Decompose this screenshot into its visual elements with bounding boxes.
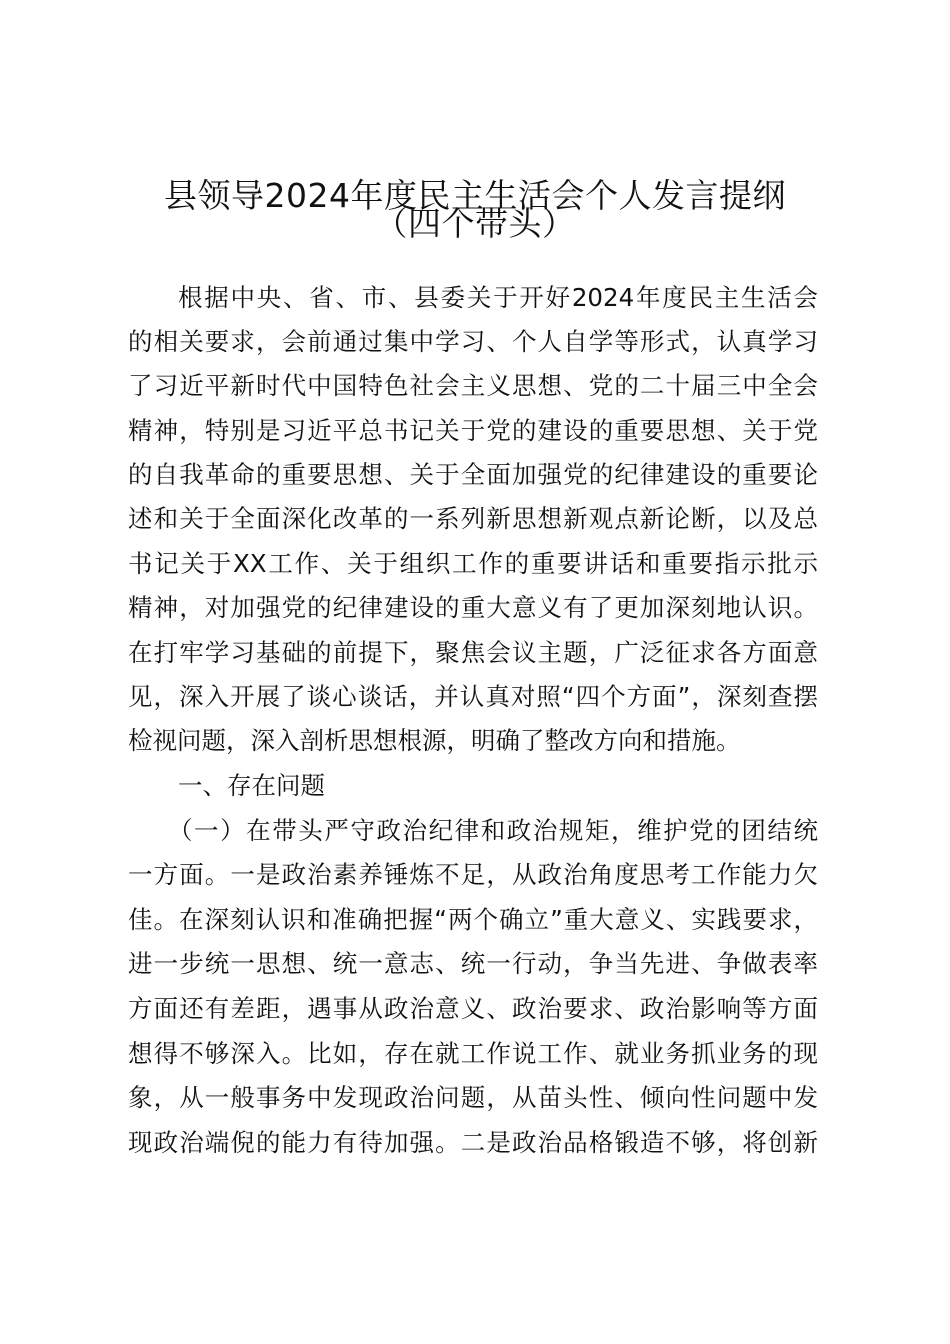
paragraph-line: 见，深入开展了谈心谈话，并认真对照“四个方面”，深刻查摆 xyxy=(128,682,818,711)
paragraph-line: 了习近平新时代中国特色社会主义思想、党的二十届三中全会 xyxy=(128,371,818,400)
paragraph-line: 佳。在深刻认识和准确把握“两个确立”重大意义、实践要求， xyxy=(128,905,818,934)
paragraph-line: 述和关于全面深化改革的一系列新思想新观点新论断，以及总 xyxy=(128,504,818,533)
paragraph-line: 象，从一般事务中发现政治问题，从苗头性、倾向性问题中发 xyxy=(128,1083,818,1112)
document-title: 县领导2024年度民主生活会个人发言提纲 xyxy=(164,176,786,215)
paragraph-line: 想得不够深入。比如，存在就工作说工作、就业务抓业务的现 xyxy=(128,1039,818,1068)
paragraph-line: 精神，对加强党的纪律建设的重大意义有了更加深刻地认识。 xyxy=(128,593,818,622)
paragraph-line: 在打牢学习基础的前提下，聚焦会议主题，广泛征求各方面意 xyxy=(128,638,818,667)
paragraph-line: 进一步统一思想、统一意志、统一行动，争当先进、争做表率 xyxy=(128,949,818,978)
paragraph-line: 的自我革命的重要思想、关于全面加强党的纪律建设的重要论 xyxy=(128,460,818,489)
document-subtitle: （四个带头） xyxy=(374,204,576,243)
paragraph-line: 书记关于XX工作、关于组织工作的重要讲话和重要指示批示 xyxy=(128,549,818,578)
paragraph-line: 检视问题，深入剖析思想根源，明确了整改方向和措施。 xyxy=(128,726,741,755)
paragraph-line: 一方面。一是政治素养锤炼不足，从政治角度思考工作能力欠 xyxy=(128,860,818,889)
section-heading: 一、存在问题 xyxy=(178,771,325,800)
paragraph-line: 现政治端倪的能力有待加强。二是政治品格锻造不够，将创新 xyxy=(128,1128,818,1157)
paragraph-line: （一）在带头严守政治纪律和政治规矩，维护党的团结统 xyxy=(168,816,818,845)
paragraph-line: 根据中央、省、市、县委关于开好2024年度民主生活会 xyxy=(178,283,818,312)
paragraph-line: 方面还有差距，遇事从政治意义、政治要求、政治影响等方面 xyxy=(128,994,818,1023)
paragraph-line: 的相关要求，会前通过集中学习、个人自学等形式，认真学习 xyxy=(128,327,818,356)
paragraph-line: 精神，特别是习近平总书记关于党的建设的重要思想、关于党 xyxy=(128,416,818,445)
